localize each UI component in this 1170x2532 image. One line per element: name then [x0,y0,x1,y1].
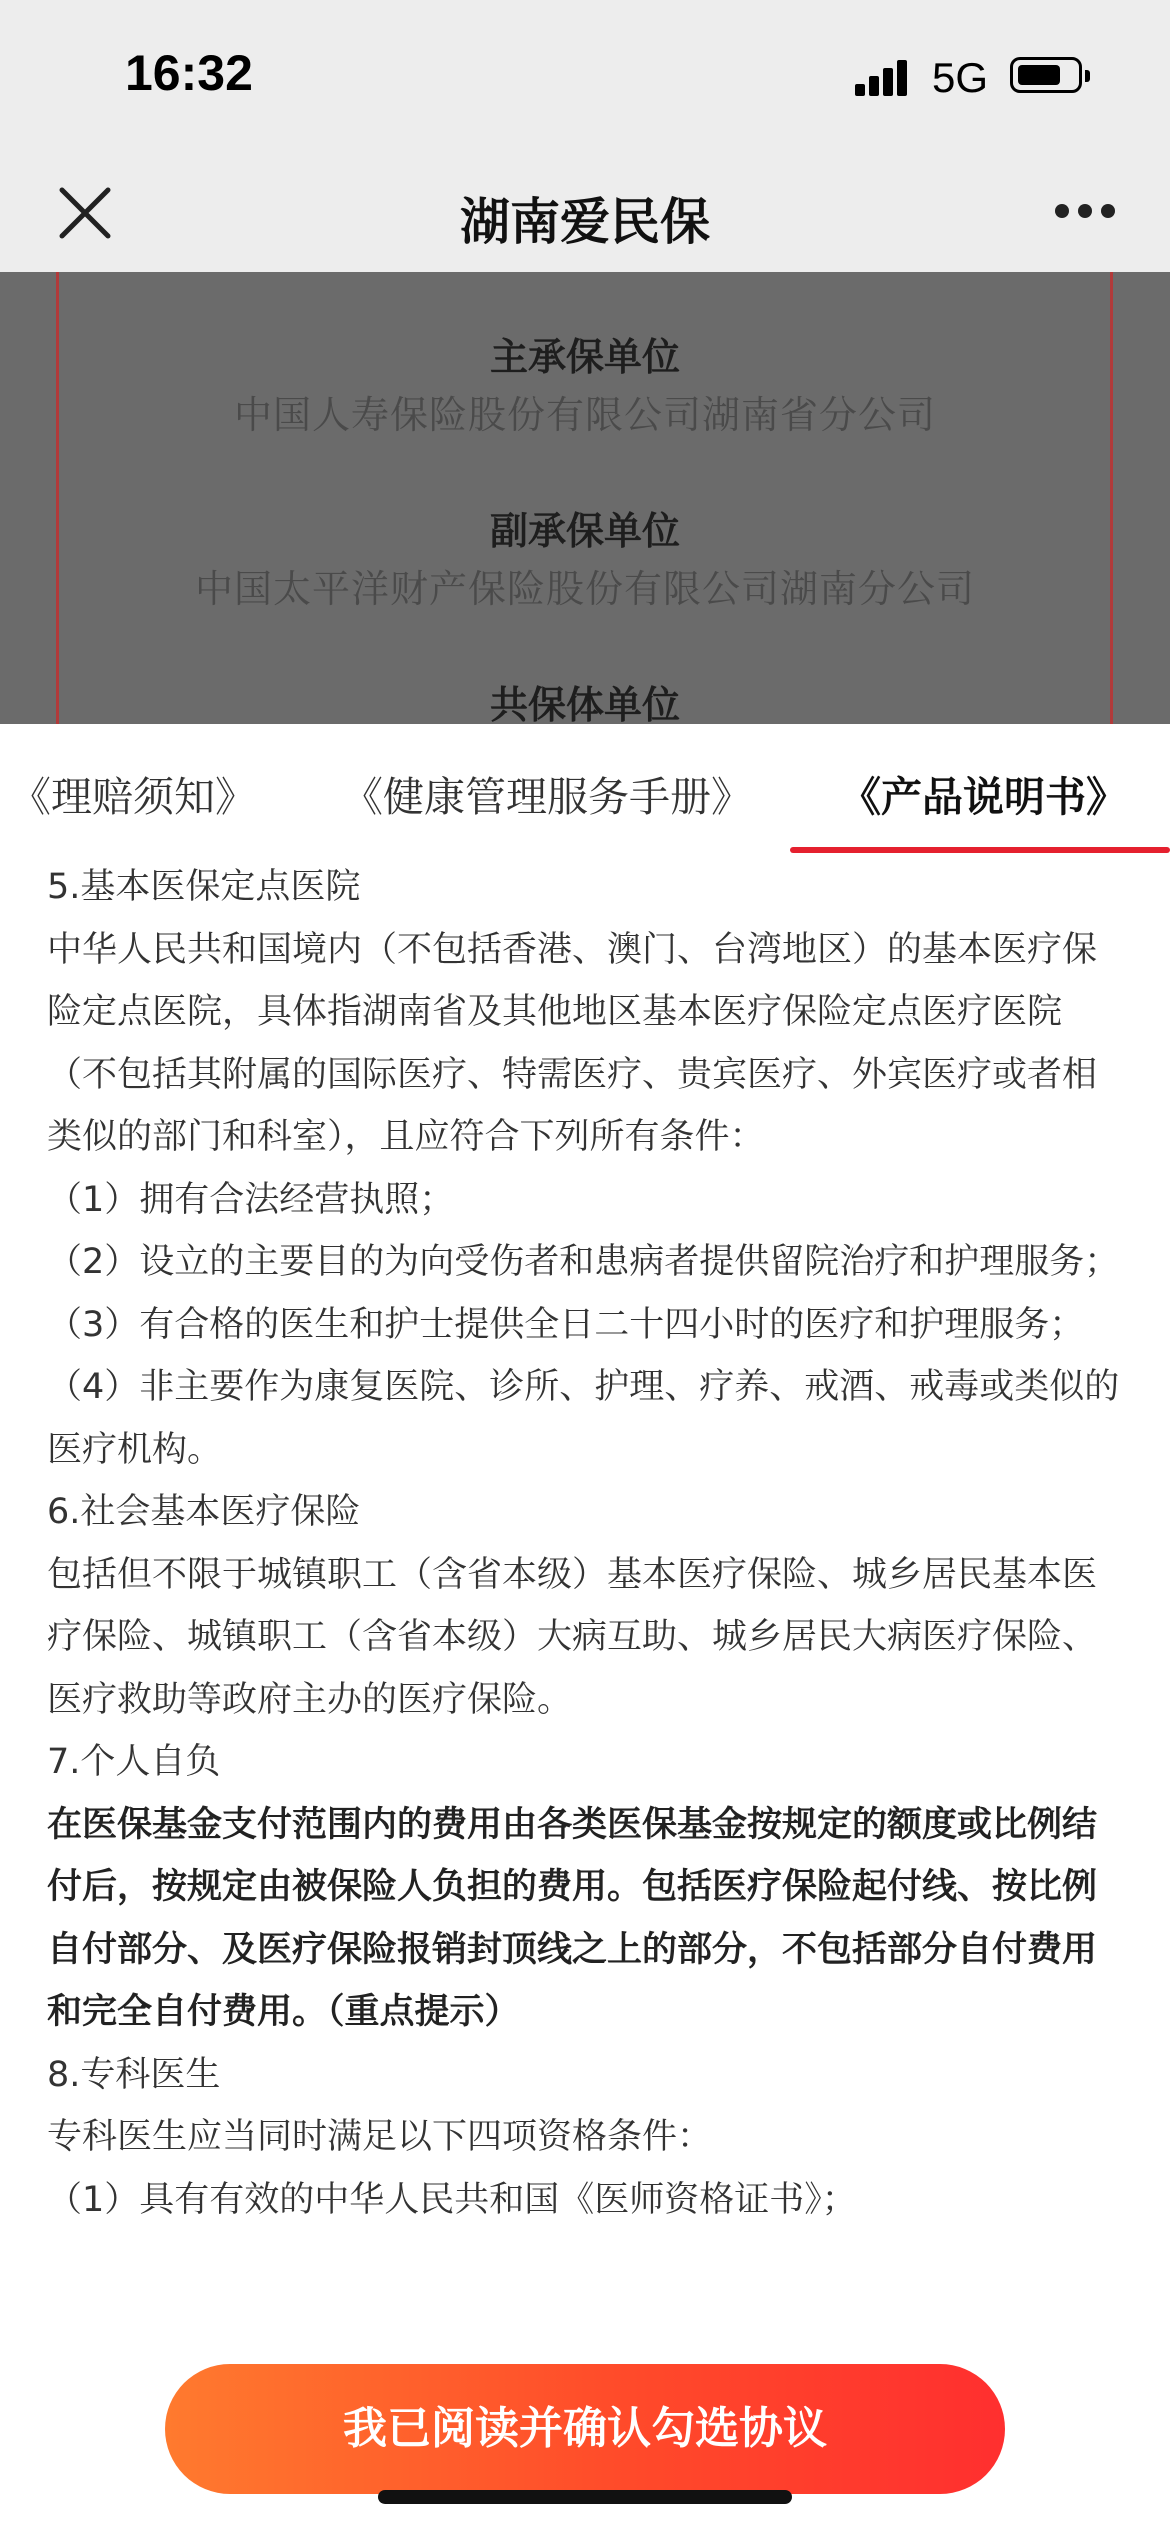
network-type: 5G [932,54,989,101]
document-content [47,856,1127,2231]
list-item: （1）拥有合法经营执照； [47,1179,455,1220]
status-time: 16:32 [125,45,253,101]
lead-insurer-heading: 主承保单位 [489,335,680,379]
list-item: （1）具有有效的中华人民共和国《医师资格证书》； [47,2179,857,2220]
confirm-agreement-button[interactable]: 我已阅读并确认勾选协议 [165,2364,1005,2494]
co-insurer-name: 中国太平洋财产保险股份有限公司湖南分公司 [194,567,975,611]
paragraph: 中华人民共和国境内（不包括香港、澳门、台湾地区）的基本医疗保险定点医院，具体指湖南省及其他地区基本医疗保险定点医疗医院（不包括其附属的国际医疗、特需医疗、贵宾医疗、外宾医疗或者相类似的部门和科室），且应符合下列所有条件： [47,929,1098,1157]
list-item: （2）设立的主要目的为向受伤者和患病者提供留院治疗和护理服务； [47,1242,1120,1282]
paragraph: 包括但不限于城镇职工（含省本级）基本医疗保险、城乡居民基本医疗保险、城镇职工（含省本级）大病互助、城乡居民大病医疗保险、医疗救助等政府主办的医疗保险。 [47,1554,1098,1720]
paragraph: 专科医生应当同时满足以下四项资格条件： [47,2117,713,2157]
section-heading: 8.专科医生 [47,2054,221,2095]
background-document [0,272,1170,724]
page-title: 湖南爱民保 [460,193,710,251]
section-heading: 6.社会基本医疗保险 [47,1492,361,1532]
home-indicator [378,2490,792,2504]
document-tabs [0,724,1170,854]
more-icon[interactable] [1055,204,1115,220]
tab-claims-notice[interactable]: 《理赔须知》 [10,773,256,821]
co-insurer-heading: 副承保单位 [489,509,680,553]
tab-health-manual[interactable]: 《健康管理服务手册》 [342,773,752,821]
section-heading: 5.基本医保定点医院 [47,867,361,907]
section-heading: 7.个人自负 [47,1742,221,1782]
nav-bar [0,150,1170,272]
list-item: （3）有合格的医生和护士提供全日二十四小时的医疗和护理服务； [47,1304,1085,1345]
tab-product-manual[interactable]: 《产品说明书》 [840,773,1127,821]
status-bar [0,0,1170,150]
key-notice-paragraph: 在医保基金支付范围内的费用由各类医保基金按规定的额度或比例结付后，按规定由被保险人负担的费用。包括医疗保险起付线、按比例自付部分、及医疗保险报销封顶线之上的部分，不包括部分自付费用和完全自付费用。（重点提示） [47,1804,1098,2032]
active-tab-indicator [790,847,1170,853]
list-item: （4）非主要作为康复医院、诊所、护理、疗养、戒酒、戒毒或类似的医疗机构。 [47,1367,1120,1470]
signal-icon [855,56,915,96]
battery-icon [1010,57,1082,93]
consortium-heading: 共保体单位 [489,683,680,724]
lead-insurer-name: 中国人寿保险股份有限公司湖南省分公司 [233,393,936,437]
